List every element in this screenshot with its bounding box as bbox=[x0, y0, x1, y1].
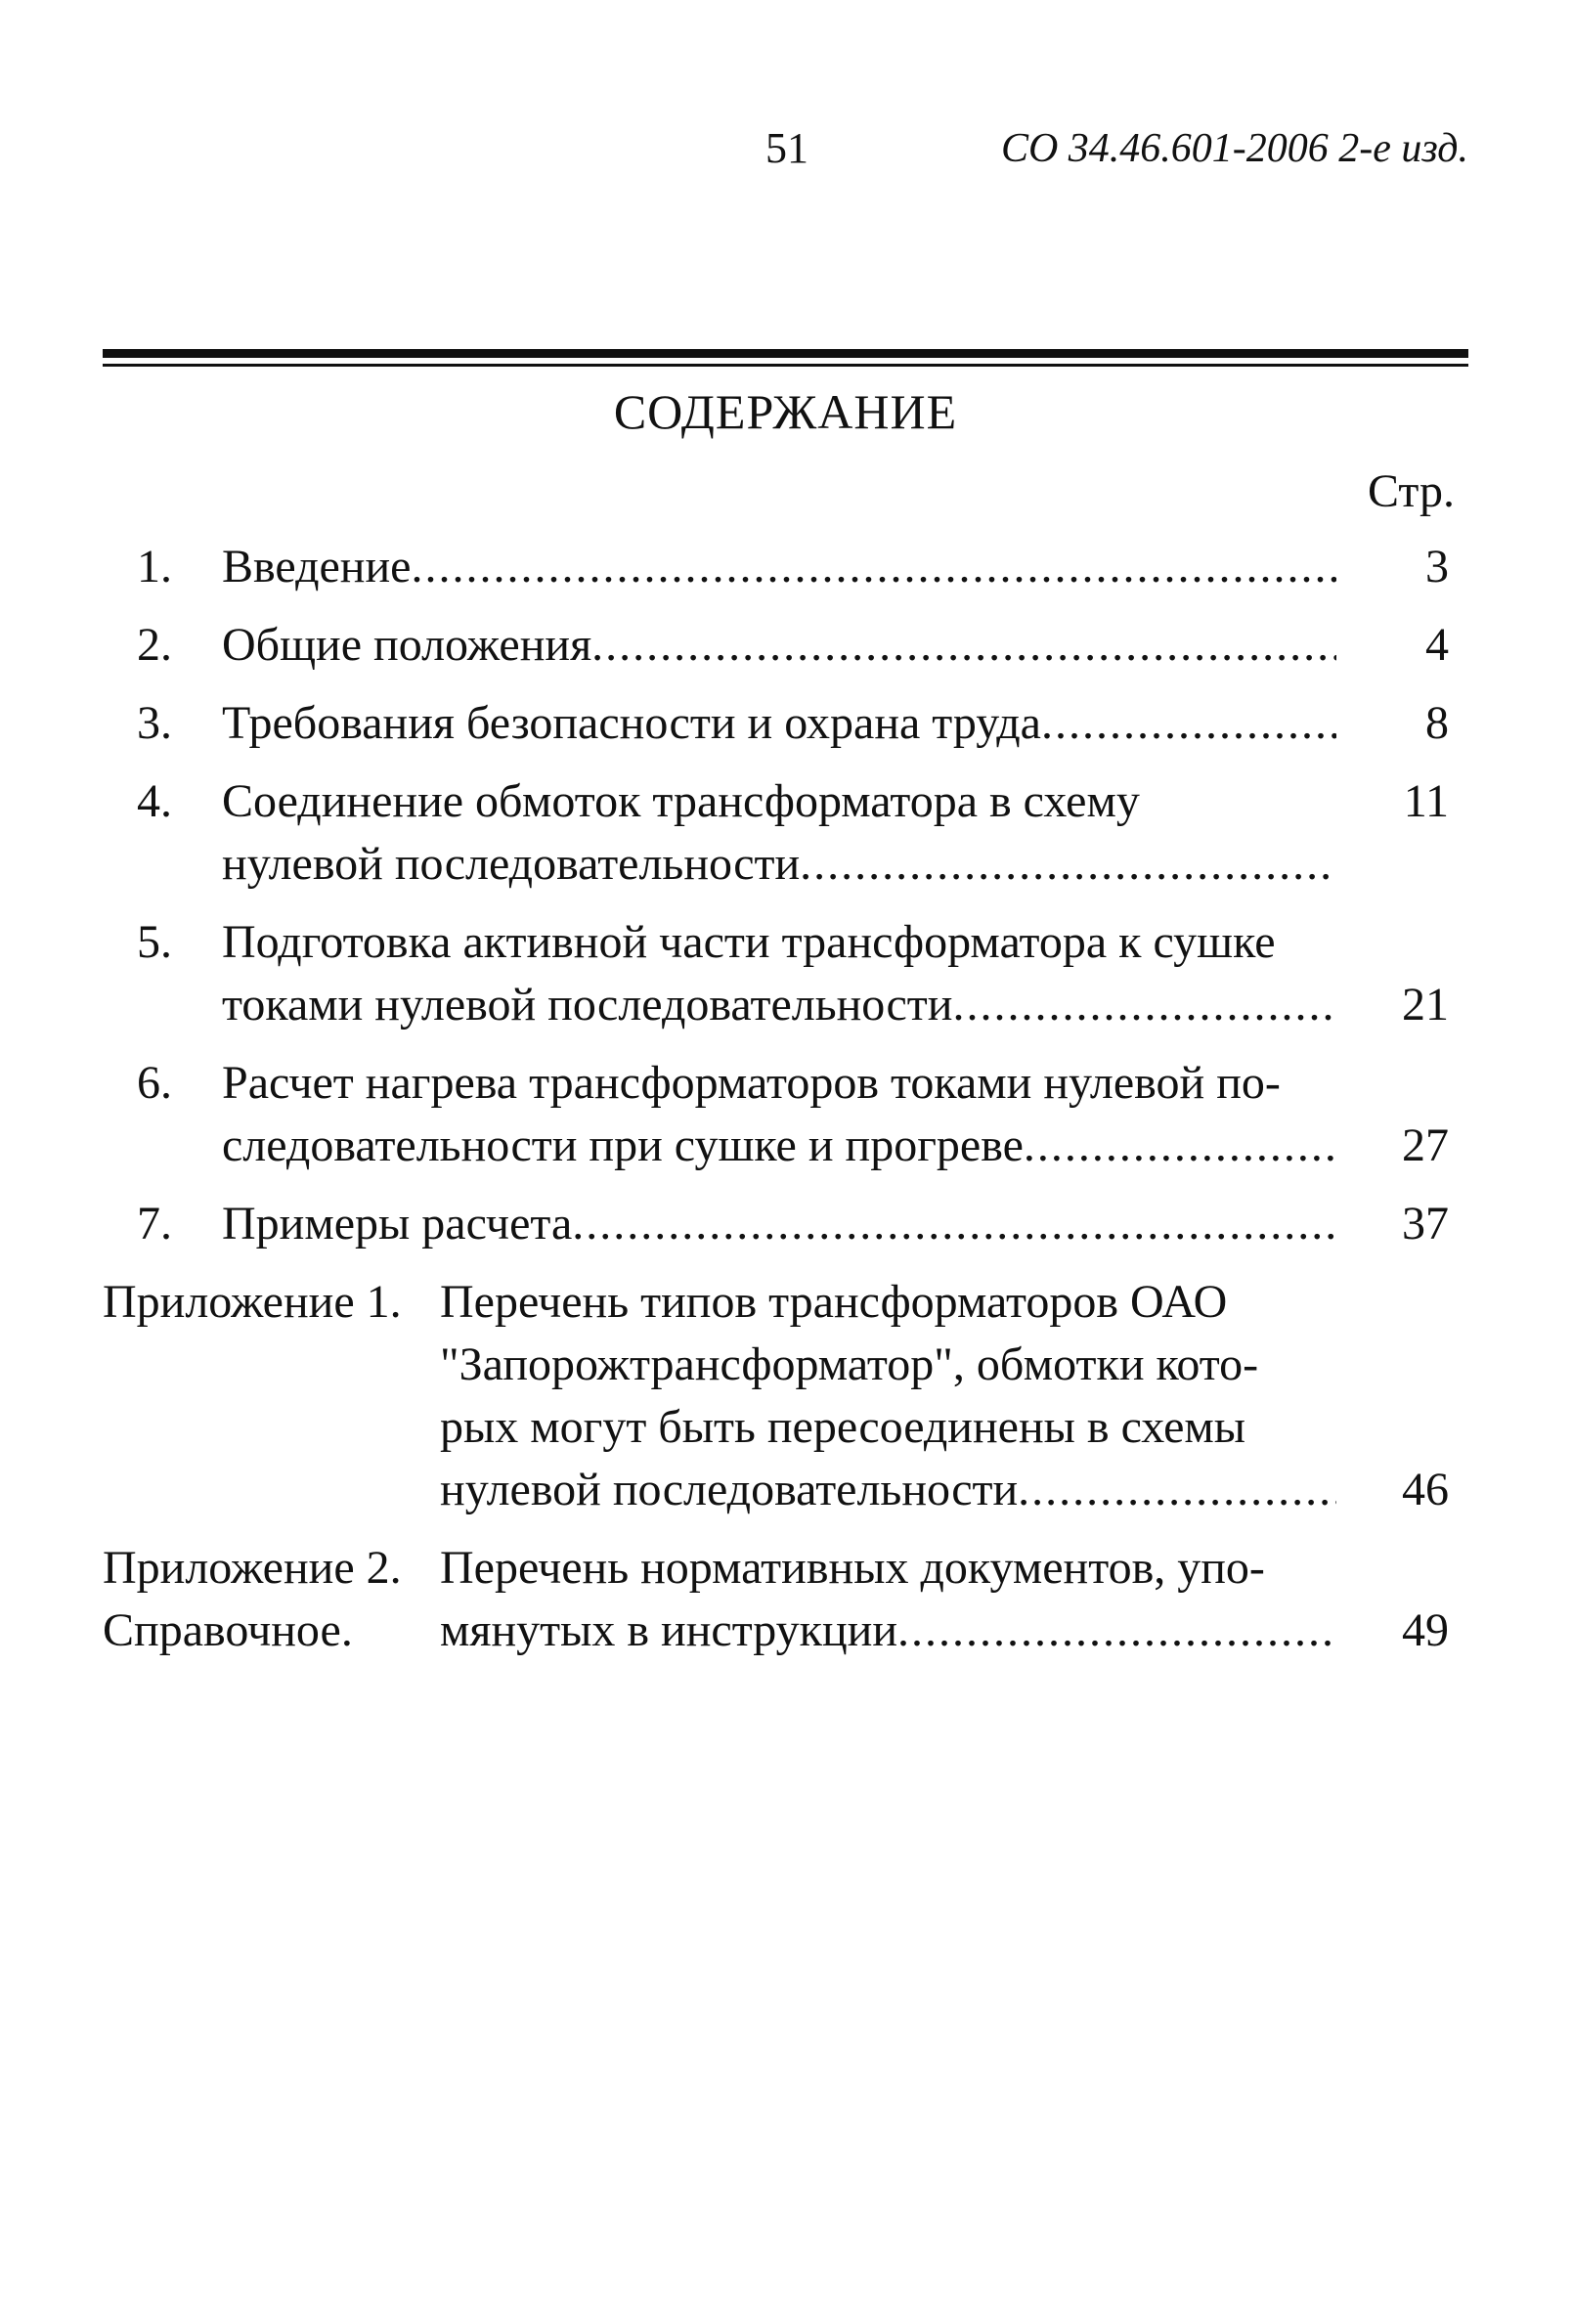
toc-item-page: 21 bbox=[1402, 979, 1449, 1030]
appendix-label: Приложение 1. bbox=[103, 1276, 402, 1328]
toc-item[interactable] bbox=[103, 692, 1468, 755]
toc-item-title: Введение bbox=[222, 541, 412, 592]
dot-leader bbox=[572, 1193, 1336, 1255]
toc-item-title: Общие положения bbox=[222, 619, 592, 671]
page-column-label: Стр. bbox=[1368, 465, 1455, 517]
toc-item-title: Примеры расчета bbox=[222, 1198, 573, 1250]
toc-item-title: Расчет нагрева трансформаторов токами нулевой по- bbox=[222, 1057, 1281, 1109]
toc-item[interactable] bbox=[103, 770, 1468, 896]
appendix-title: Перечень типов трансформаторов ОАО bbox=[440, 1276, 1228, 1328]
toc-item-number: 7. bbox=[137, 1198, 172, 1250]
header-rule-thin bbox=[103, 364, 1468, 367]
appendix-title-cont: мянутых в инструкции bbox=[440, 1604, 898, 1656]
document-code: СО 34.46.601-2006 2-е изд. bbox=[1000, 126, 1468, 171]
appendix-page: 46 bbox=[1402, 1464, 1449, 1515]
appendix-title-cont: "Запорожтрансформатор", обмотки кото- bbox=[440, 1338, 1259, 1390]
appendix-label: Приложение 2. bbox=[103, 1542, 402, 1594]
dot-leader bbox=[411, 536, 1336, 598]
dot-leader bbox=[1041, 692, 1336, 755]
header-rule-thick bbox=[103, 349, 1468, 358]
toc-item-title: Требования безопасности и охрана труда bbox=[222, 697, 1041, 749]
toc-appendix[interactable] bbox=[103, 1271, 1468, 1521]
toc-item-title-cont: нулевой последовательности bbox=[222, 838, 801, 890]
appendix-label-note: Справочное. bbox=[103, 1604, 353, 1656]
toc-item[interactable] bbox=[103, 1052, 1468, 1177]
toc-item-number: 2. bbox=[137, 619, 172, 671]
toc-appendix[interactable] bbox=[103, 1537, 1468, 1662]
toc-item-title: Соединение обмоток трансформатора в схему bbox=[222, 775, 1140, 827]
toc-item-page: 8 bbox=[1425, 697, 1449, 749]
toc-item[interactable] bbox=[103, 536, 1468, 598]
appendix-title-cont: нулевой последовательности bbox=[440, 1464, 1019, 1515]
toc-item-page: 27 bbox=[1402, 1119, 1449, 1171]
appendix-title-cont: рых могут быть пересоединены в схемы bbox=[440, 1401, 1245, 1453]
toc-item-number: 4. bbox=[137, 775, 172, 827]
dot-leader bbox=[800, 833, 1336, 896]
page-number: 51 bbox=[765, 124, 808, 172]
appendix-page: 49 bbox=[1402, 1604, 1449, 1656]
toc-item-page: 11 bbox=[1403, 775, 1449, 827]
dot-leader bbox=[897, 1600, 1336, 1662]
toc-item-page: 3 bbox=[1425, 541, 1449, 592]
toc-item-number: 3. bbox=[137, 697, 172, 749]
page-title: СОДЕРЖАНИЕ bbox=[613, 384, 958, 439]
toc-item-number: 1. bbox=[137, 541, 172, 592]
toc-item-number: 6. bbox=[137, 1057, 172, 1109]
toc-item-title-cont: токами нулевой последовательности bbox=[222, 979, 953, 1030]
dot-leader bbox=[1018, 1459, 1336, 1521]
toc-item[interactable] bbox=[103, 911, 1468, 1036]
appendix-title: Перечень нормативных документов, упо- bbox=[440, 1542, 1265, 1594]
toc-item-page: 37 bbox=[1402, 1198, 1449, 1250]
dot-leader bbox=[952, 974, 1336, 1036]
toc-item[interactable] bbox=[103, 614, 1468, 677]
table-of-contents bbox=[103, 536, 1468, 1662]
toc-item-title-cont: следовательности при сушке и прогреве bbox=[222, 1119, 1024, 1171]
toc-item-number: 5. bbox=[137, 916, 172, 968]
dot-leader bbox=[1024, 1115, 1336, 1177]
toc-item-page: 4 bbox=[1425, 619, 1449, 671]
dot-leader bbox=[591, 614, 1336, 677]
toc-item[interactable] bbox=[103, 1193, 1468, 1255]
toc-item-title: Подготовка активной части трансформатора к сушке bbox=[222, 916, 1276, 968]
